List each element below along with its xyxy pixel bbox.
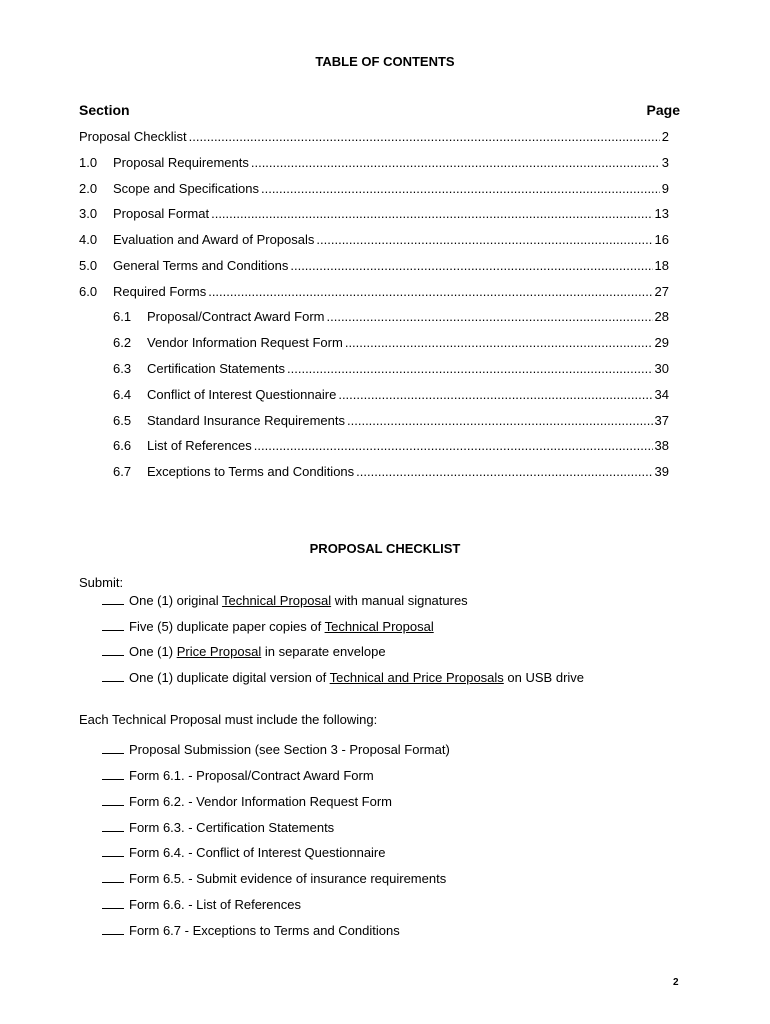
item-text: Form 6.2. - Vendor Information Request Form [129, 794, 392, 809]
checkbox-blank[interactable] [102, 644, 124, 656]
toc-entry[interactable] [113, 464, 669, 480]
checkbox-blank[interactable] [102, 768, 124, 780]
toc-entry-page: 27 [654, 284, 669, 299]
toc-entry-number: 6.2 [113, 335, 132, 350]
toc-entry[interactable] [79, 232, 669, 248]
page-column-header: Page [646, 102, 680, 118]
toc-entry-label: Exceptions to Terms and Conditions [147, 464, 355, 479]
toc-entry-number: 6.0 [79, 284, 98, 299]
item-text-suffix: in separate envelope [261, 644, 386, 659]
include-checklist-item [102, 794, 392, 810]
toc-entry-label: Conflict of Interest Questionnaire [147, 387, 337, 402]
item-text: One (1) original [129, 593, 222, 608]
dot-leader [327, 309, 653, 325]
item-text-suffix: on USB drive [503, 670, 585, 685]
toc-entry[interactable] [79, 181, 669, 197]
toc-entry-page: 37 [654, 413, 669, 428]
dot-leader [338, 387, 652, 403]
toc-title: TABLE OF CONTENTS [315, 54, 455, 69]
toc-entry[interactable] [113, 438, 669, 454]
dot-leader [251, 155, 660, 171]
toc-entry-label: List of References [147, 438, 252, 453]
toc-entry[interactable] [113, 387, 669, 403]
checkbox-blank[interactable] [102, 742, 124, 754]
toc-entry-page: 9 [661, 181, 669, 196]
submit-checklist-item [102, 619, 434, 635]
checkbox-blank[interactable] [102, 670, 124, 682]
toc-header [79, 102, 680, 118]
toc-entry-number: 6.3 [113, 361, 132, 376]
toc-entry-number: 1.0 [79, 155, 98, 170]
include-checklist-item [102, 845, 386, 861]
toc-entry-page: 38 [654, 438, 669, 453]
item-text: Form 6.5. - Submit evidence of insurance requirements [129, 871, 447, 886]
toc-entry-label: Vendor Information Request Form [147, 335, 343, 350]
underlined-term: Technical Proposal [324, 619, 434, 634]
submit-checklist-item [102, 644, 386, 660]
underlined-term: Price Proposal [176, 644, 262, 659]
checkbox-blank[interactable] [102, 897, 124, 909]
dot-leader [261, 181, 660, 197]
toc-entry-page: 18 [654, 258, 669, 273]
toc-entry[interactable] [79, 258, 669, 274]
section-column-header: Section [79, 102, 130, 118]
toc-entry-page: 29 [654, 335, 669, 350]
toc-entry-page: 34 [654, 387, 669, 402]
submit-label: Submit: [79, 575, 124, 590]
toc-entry[interactable] [113, 413, 669, 429]
dot-leader [290, 258, 652, 274]
toc-entry-number: 4.0 [79, 232, 98, 247]
item-text-suffix: with manual signatures [331, 593, 468, 608]
toc-entry-number: 6.7 [113, 464, 132, 479]
toc-entry-number: 6.5 [113, 413, 132, 428]
item-text: One (1) [129, 644, 177, 659]
dot-leader [345, 335, 653, 351]
item-text: One (1) duplicate digital version of [129, 670, 330, 685]
toc-entry-number: 6.6 [113, 438, 132, 453]
toc-entry-page: 16 [654, 232, 669, 247]
page-number: 2 [673, 977, 679, 988]
checkbox-blank[interactable] [102, 794, 124, 806]
include-label: Each Technical Proposal must include the following: [79, 712, 378, 727]
toc-entry[interactable] [79, 129, 669, 145]
toc-entry-page: 3 [661, 155, 669, 170]
include-checklist-item [102, 871, 446, 887]
toc-entry[interactable] [113, 309, 669, 325]
toc-entry-label: General Terms and Conditions [113, 258, 289, 273]
toc-entry-page: 13 [654, 206, 669, 221]
toc-entry[interactable] [79, 284, 669, 300]
dot-leader [208, 284, 652, 300]
checklist-title: PROPOSAL CHECKLIST [309, 541, 461, 556]
include-checklist-item [102, 923, 400, 939]
submit-checklist-item [102, 593, 468, 609]
include-checklist-item [102, 768, 374, 784]
checkbox-blank[interactable] [102, 820, 124, 832]
dot-leader [287, 361, 653, 377]
toc-entry-label: Proposal Requirements [113, 155, 249, 170]
dot-leader [316, 232, 652, 248]
toc-entry-label: Proposal Checklist [79, 129, 187, 144]
dot-leader [347, 413, 653, 429]
checkbox-blank[interactable] [102, 619, 124, 631]
toc-entry-page: 2 [661, 129, 669, 144]
toc-entry-number: 2.0 [79, 181, 98, 196]
toc-entry-page: 39 [654, 464, 669, 479]
dot-leader [356, 464, 652, 480]
item-text: Five (5) duplicate paper copies of [129, 619, 325, 634]
submit-checklist-item [102, 670, 584, 686]
toc-entry-label: Evaluation and Award of Proposals [113, 232, 315, 247]
toc-entry-page: 28 [654, 309, 669, 324]
toc-entry-label: Proposal Format [113, 206, 210, 221]
underlined-term: Technical and Price Proposals [329, 670, 504, 685]
toc-entry[interactable] [79, 206, 669, 222]
toc-entry-number: 6.4 [113, 387, 132, 402]
checkbox-blank[interactable] [102, 845, 124, 857]
checkbox-blank[interactable] [102, 871, 124, 883]
item-text: Form 6.7 - Exceptions to Terms and Conditions [129, 923, 400, 938]
include-checklist-item [102, 742, 450, 758]
dot-leader [254, 438, 653, 454]
checkbox-blank[interactable] [102, 593, 124, 605]
toc-entry-label: Certification Statements [147, 361, 286, 376]
toc-entry-label: Standard Insurance Requirements [147, 413, 346, 428]
include-checklist-item [102, 897, 301, 913]
checkbox-blank[interactable] [102, 923, 124, 935]
toc-entry[interactable] [79, 155, 669, 171]
item-text: Form 6.1. - Proposal/Contract Award Form [129, 768, 374, 783]
toc-entry[interactable] [113, 335, 669, 351]
dot-leader [189, 129, 660, 145]
dot-leader [211, 206, 652, 222]
toc-entry-label: Required Forms [113, 284, 207, 299]
toc-entry-number: 6.1 [113, 309, 132, 324]
include-checklist-item [102, 820, 334, 836]
item-text: Form 6.6. - List of References [129, 897, 301, 912]
toc-entry-page: 30 [654, 361, 669, 376]
item-text: Form 6.4. - Conflict of Interest Questionnaire [129, 845, 386, 860]
toc-entry-label: Scope and Specifications [113, 181, 259, 196]
toc-entry-number: 3.0 [79, 206, 98, 221]
underlined-term: Technical Proposal [221, 593, 332, 608]
item-text: Form 6.3. - Certification Statements [129, 820, 335, 835]
item-text: Proposal Submission (see Section 3 - Proposal Format) [129, 742, 450, 757]
toc-entry-number: 5.0 [79, 258, 98, 273]
toc-entry-label: Proposal/Contract Award Form [147, 309, 325, 324]
toc-entry[interactable] [113, 361, 669, 377]
